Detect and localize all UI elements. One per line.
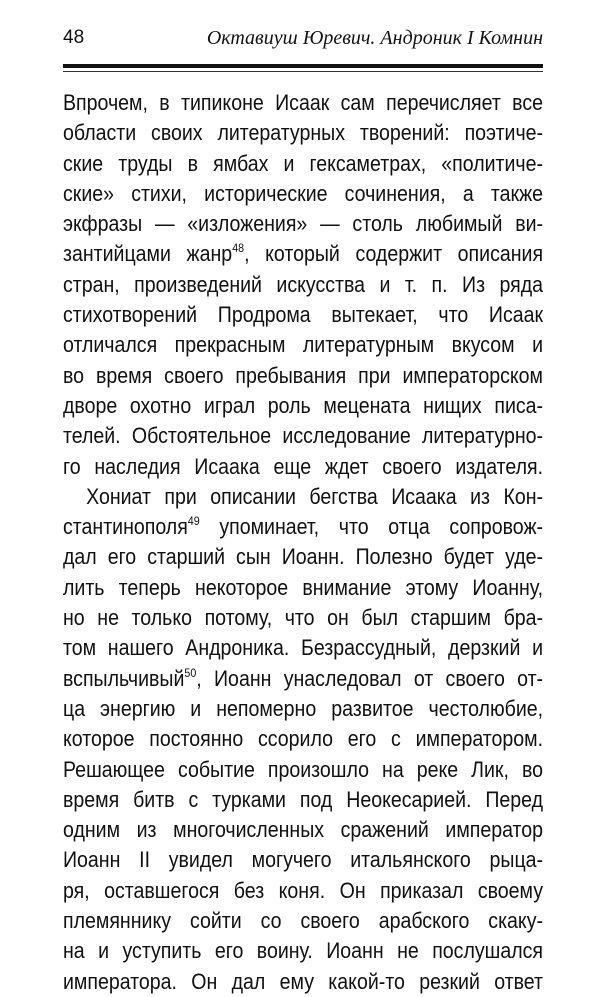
running-header — [63, 27, 543, 53]
word: арабского — [378, 908, 470, 934]
word: послушался — [432, 938, 544, 964]
word: II — [139, 847, 151, 873]
word: от- — [517, 665, 544, 691]
word: энергию — [100, 695, 176, 721]
word: императора. — [63, 968, 177, 994]
word: под — [299, 786, 333, 812]
word: и — [190, 695, 202, 721]
word: своему — [477, 877, 544, 903]
word: могучего — [251, 847, 332, 873]
word: ему — [279, 968, 314, 994]
text-line — [63, 239, 543, 269]
word: что — [284, 605, 315, 631]
word: увидел — [168, 847, 233, 873]
word: нашего — [107, 635, 174, 661]
word: который — [265, 241, 340, 267]
word: уступить — [122, 938, 202, 964]
text-line — [63, 179, 543, 209]
word: сочинения, — [344, 180, 446, 206]
word: области — [63, 120, 137, 146]
word: Иоанн. — [281, 544, 345, 570]
text-line — [63, 118, 543, 148]
word: перечисляет — [386, 90, 501, 115]
text-line — [63, 270, 543, 300]
word: ца — [63, 695, 86, 721]
word: поэтиче- — [464, 120, 544, 146]
word: телей. — [63, 423, 121, 449]
word: роль — [267, 392, 311, 418]
word: ряда — [499, 271, 544, 297]
text-line — [63, 967, 543, 997]
word: стихи, — [131, 180, 188, 206]
word: его — [214, 938, 244, 964]
text-line — [63, 876, 543, 906]
word: бегства — [309, 483, 378, 509]
word: содержит — [355, 241, 443, 267]
word: еще — [273, 453, 312, 479]
text-line — [63, 845, 543, 875]
word: все — [512, 90, 543, 115]
word: потому, — [204, 605, 273, 631]
word: скаку- — [488, 908, 544, 934]
word: гексаметрах, — [309, 150, 427, 176]
word: своего — [445, 665, 505, 691]
word: — — [320, 211, 340, 237]
word: ские — [63, 150, 104, 176]
word: — — [154, 211, 175, 237]
word: непомерно — [216, 695, 317, 721]
word: Он — [191, 968, 218, 994]
word: также — [490, 180, 544, 206]
word: Полезно — [355, 544, 433, 570]
word: с — [188, 786, 199, 812]
word: литературным — [302, 332, 435, 358]
word: упоминает, — [219, 514, 320, 540]
word: он — [327, 605, 349, 631]
word: ря, — [63, 877, 90, 903]
word: Лик, — [471, 756, 509, 782]
word: отличался — [63, 332, 158, 358]
word: исторические — [204, 180, 328, 206]
word: жанр$^{48}$, — [186, 241, 250, 267]
text-line — [63, 88, 543, 118]
word: развитое — [331, 695, 414, 721]
word: сын — [236, 544, 271, 570]
word: но — [63, 605, 85, 631]
word: не — [397, 938, 419, 964]
word: турками — [212, 786, 286, 812]
word: в — [187, 150, 199, 176]
word: столь — [352, 211, 404, 237]
word: и — [379, 271, 391, 297]
word: на — [63, 938, 85, 964]
text-line — [63, 906, 543, 936]
word: приказал — [380, 877, 464, 903]
word: уде- — [505, 544, 544, 570]
word: пребывания — [235, 362, 347, 388]
word: т. — [404, 271, 418, 297]
word: ждет — [324, 453, 369, 479]
word: из — [470, 483, 491, 509]
text-line — [63, 542, 543, 572]
word: своего — [300, 908, 360, 934]
word: сойти — [189, 908, 242, 934]
word: искусства — [276, 271, 366, 297]
word: стран, — [63, 271, 120, 297]
word: наследия — [94, 453, 181, 479]
word: многочисленных — [173, 817, 325, 843]
word: при — [164, 483, 197, 509]
word: описания — [457, 241, 544, 267]
word: описании — [210, 483, 296, 509]
text-line — [63, 300, 543, 330]
word: писа- — [494, 392, 544, 418]
word: итальянского — [350, 847, 471, 873]
word: унаследовал — [283, 665, 402, 691]
word: лить — [63, 574, 105, 600]
word: император — [445, 817, 544, 843]
body-text — [63, 88, 543, 997]
word: а — [462, 180, 474, 206]
word: труды — [118, 150, 173, 176]
word: во — [63, 362, 85, 388]
text-line — [63, 664, 543, 694]
word: ские» — [63, 180, 115, 206]
text-line — [63, 573, 543, 603]
word: вспыльчивый$^{50}$, — [63, 665, 202, 691]
word: вкусом — [451, 332, 515, 358]
word: Исаак — [488, 302, 544, 328]
word: честолюбие, — [428, 695, 544, 721]
word: Обстоятельное — [131, 423, 272, 449]
word: стихотворений — [63, 302, 198, 328]
word: во — [521, 756, 544, 782]
word: Иоанн — [326, 938, 384, 964]
word: Впрочем, — [63, 90, 148, 115]
text-line — [63, 452, 543, 482]
word: императором. — [415, 726, 544, 752]
word: го — [63, 453, 81, 479]
word: произведений — [134, 271, 262, 297]
word: некоторое — [195, 574, 289, 600]
text-line — [63, 815, 543, 845]
word: вытекает, — [331, 302, 418, 328]
footnote-ref[interactable]: 49 — [187, 514, 200, 529]
word: экфразы — [63, 211, 143, 237]
word: старшим — [410, 605, 491, 631]
word: на — [382, 756, 404, 782]
word: сражений — [340, 817, 429, 843]
word: Исаак — [275, 90, 330, 115]
word: не — [97, 605, 119, 631]
word: и — [283, 150, 295, 176]
word: без — [233, 877, 265, 903]
word: будет — [443, 544, 495, 570]
word: Андроника. — [185, 635, 290, 661]
text-line — [63, 603, 543, 633]
text-line — [63, 421, 543, 451]
word: коня. — [278, 877, 326, 903]
word: что — [438, 302, 469, 328]
word: Он — [339, 877, 366, 903]
text-line — [63, 633, 543, 663]
word: прекрасным — [174, 332, 286, 358]
text-line — [63, 512, 543, 542]
word: дерзкий — [448, 635, 521, 661]
word: императорском — [402, 362, 544, 388]
word: внимание — [302, 574, 392, 600]
word: зантийцами — [63, 241, 171, 267]
word: оставшегося — [104, 877, 220, 903]
word: его — [347, 726, 377, 752]
word: дал — [231, 968, 266, 994]
word: своего — [382, 453, 442, 479]
text-line — [63, 694, 543, 724]
word: из — [136, 817, 157, 843]
word: играл — [203, 392, 256, 418]
text-line — [63, 330, 543, 360]
word: п. — [431, 271, 448, 297]
word: от — [413, 665, 434, 691]
word: только — [131, 605, 192, 631]
word: старший — [147, 544, 226, 570]
text-line — [63, 361, 543, 391]
word: Продрома — [217, 302, 311, 328]
word: ответ — [494, 968, 544, 994]
footnote-ref[interactable]: 48 — [232, 241, 245, 256]
word: его — [107, 544, 137, 570]
word: исследование — [282, 423, 411, 449]
word: был — [361, 605, 399, 631]
text-line — [63, 391, 543, 421]
header-thick-rule — [63, 64, 543, 68]
word: Кон- — [503, 483, 544, 509]
word: которое — [63, 726, 135, 752]
word: и — [98, 938, 110, 964]
word: рыца- — [489, 847, 544, 873]
word: и — [532, 635, 544, 661]
word: битв — [133, 786, 175, 812]
word: племяннику — [63, 908, 171, 934]
running-title: Октавиуш Юревич. Андроник I Комнин — [206, 27, 543, 49]
word: при — [358, 362, 391, 388]
text-line — [63, 149, 543, 179]
word: произошло — [267, 756, 369, 782]
word: Перед — [485, 786, 544, 812]
page-number: 48 — [63, 27, 85, 48]
word: Решающее — [63, 756, 165, 782]
word: своих — [151, 120, 203, 146]
word: Иоанну, — [472, 574, 544, 600]
word: Из — [462, 271, 486, 297]
word: в — [159, 90, 170, 115]
word: с — [391, 726, 401, 752]
word: издателя. — [455, 453, 544, 479]
word: «изложения» — [187, 211, 308, 237]
word: творений: — [359, 120, 450, 146]
word: какой-то — [328, 968, 405, 994]
header-thin-rule — [63, 71, 543, 72]
text-line — [63, 785, 543, 815]
text-line — [63, 209, 543, 239]
word: «политиче- — [441, 150, 544, 176]
word: одним — [63, 817, 121, 843]
word: отца — [388, 514, 430, 540]
text-line — [63, 755, 543, 785]
text-line — [63, 482, 543, 512]
word: Иоанн — [214, 665, 272, 691]
word: бра- — [503, 605, 544, 631]
word: дал — [63, 544, 97, 570]
word: ссорило — [258, 726, 333, 752]
word: Безрассудный, — [301, 635, 437, 661]
word: Неокесарией. — [346, 786, 472, 812]
word: типиконе — [181, 90, 264, 115]
word: дворе — [63, 392, 118, 418]
word: нищих — [423, 392, 482, 418]
word: том — [63, 635, 97, 661]
word: литературных — [217, 120, 345, 146]
word: теперь — [118, 574, 181, 600]
word: стантинополя$^{49}$ — [63, 514, 200, 540]
word: время — [63, 786, 120, 812]
word: ви- — [515, 211, 544, 237]
word: время — [96, 362, 153, 388]
word: постоянно — [149, 726, 244, 752]
word: событие — [177, 756, 255, 782]
word: литературно- — [421, 423, 544, 449]
word: Иоанн — [63, 847, 121, 873]
word: Хониат — [86, 483, 151, 509]
word: реке — [416, 756, 459, 782]
word: этому — [405, 574, 459, 600]
text-line — [63, 724, 543, 754]
word: со — [260, 908, 282, 934]
text-line — [63, 936, 543, 966]
word: сопровож- — [449, 514, 544, 540]
word: охотно — [129, 392, 192, 418]
footnote-ref[interactable]: 50 — [184, 665, 197, 680]
word: Исаака — [391, 483, 457, 509]
word: и — [532, 332, 544, 358]
word: любимый — [415, 211, 503, 237]
word: что — [338, 514, 369, 540]
word: своего — [164, 362, 224, 388]
word: мецената — [323, 392, 411, 418]
word: сам — [340, 90, 375, 115]
word: ямбах — [213, 150, 269, 176]
word: Исаака — [194, 453, 260, 479]
word: воину. — [256, 938, 313, 964]
word: резкий — [419, 968, 480, 994]
